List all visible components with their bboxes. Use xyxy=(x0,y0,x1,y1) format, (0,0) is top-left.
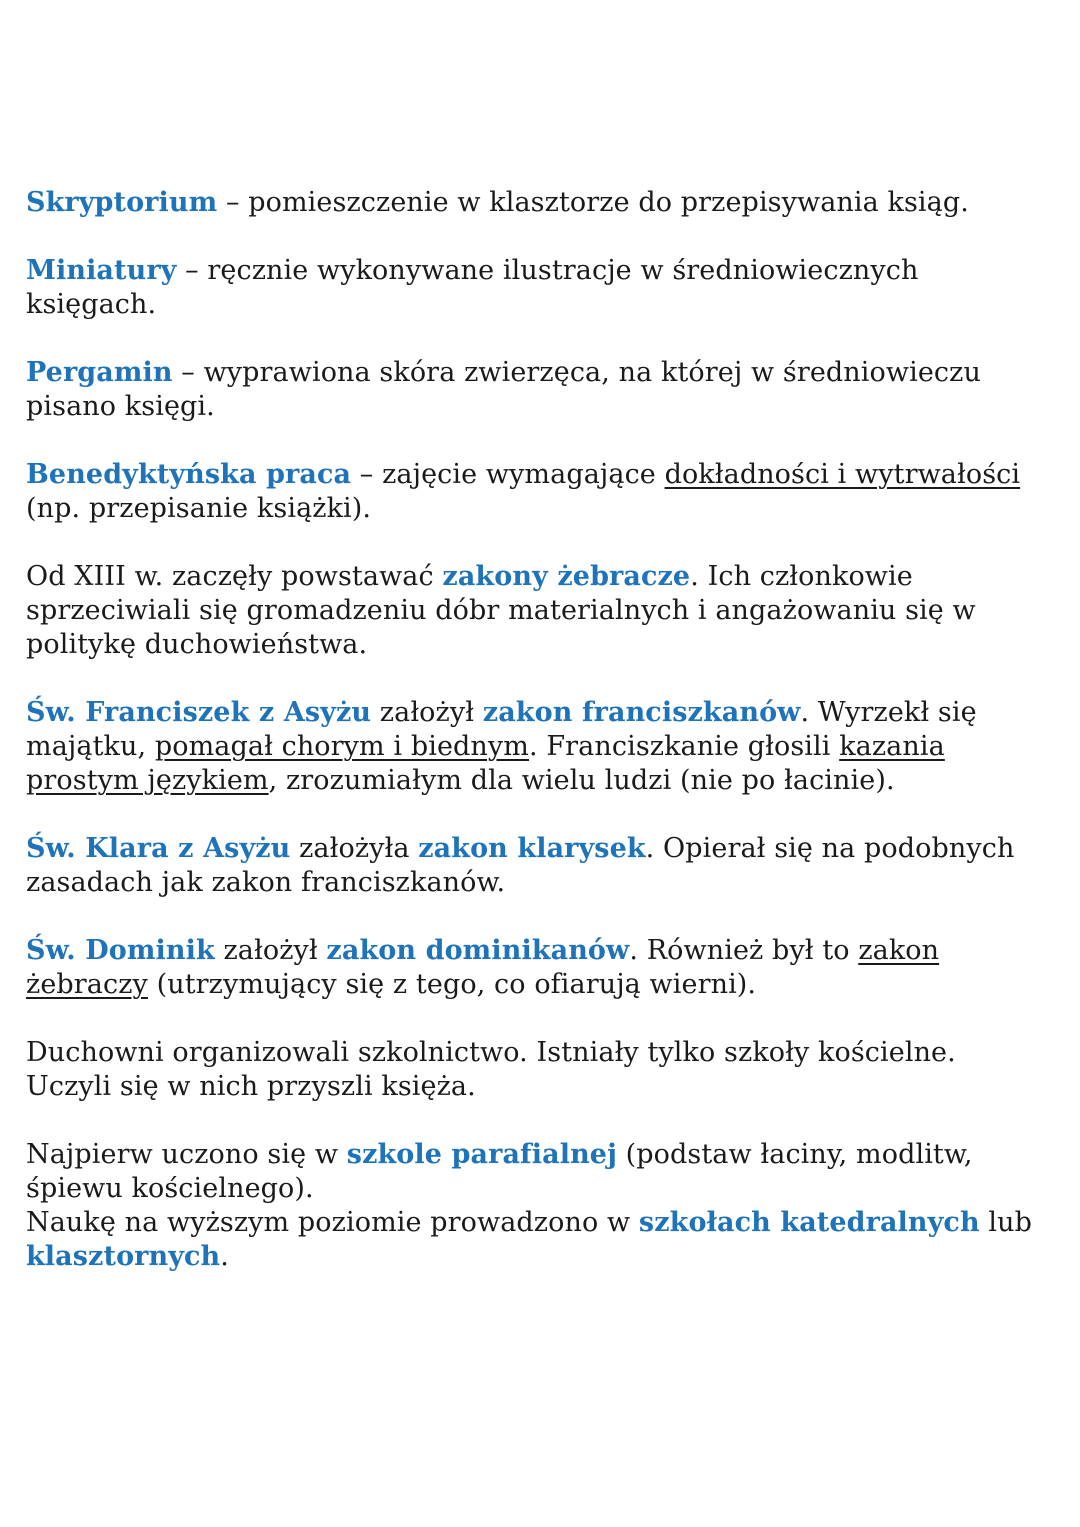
text: Najpierw uczono się w xyxy=(26,1139,347,1170)
definition-text-cont: pisano księgi. xyxy=(26,391,215,422)
term-szkola-parafialna: szkole parafialnej xyxy=(346,1139,617,1170)
underlined-phrase: prostym językiem xyxy=(26,765,269,796)
text: . Opierał się na podobnych xyxy=(645,833,1015,864)
paragraph-dominik xyxy=(26,934,1056,1002)
text: , zrozumiałym dla wielu ludzi (nie po łacinie). xyxy=(268,765,895,796)
text: (podstaw łaciny, modlitw, xyxy=(616,1139,973,1170)
text: . xyxy=(220,1241,229,1272)
text: . Wyrzekł się xyxy=(800,697,977,728)
order-dominikanow: zakon dominikanów xyxy=(326,935,630,966)
paragraph-pergamin xyxy=(26,356,1056,424)
text: założył xyxy=(371,697,483,728)
text: lub xyxy=(979,1207,1033,1238)
text: założył xyxy=(214,935,327,966)
text: Naukę na wyższym poziomie prowadzono w xyxy=(26,1207,639,1238)
paragraph-klara xyxy=(26,832,1056,900)
term-szkoly-katedralne: szkołach katedralnych xyxy=(638,1207,980,1238)
term-pergamin: Pergamin xyxy=(26,357,173,388)
paragraph-zakony-zebracze xyxy=(26,560,1056,662)
text-line: śpiewu kościelnego). xyxy=(26,1173,314,1204)
text-line: zasadach jak zakon franciszkanów. xyxy=(26,867,506,898)
definition-text-cont: (np. przepisanie książki). xyxy=(26,493,372,524)
text-line: politykę duchowieństwa. xyxy=(26,629,368,660)
definition-text-cont: księgach. xyxy=(26,289,157,320)
definition-text: – pomieszczenie w klasztorze do przepisywania ksiąg. xyxy=(217,187,969,218)
term-benedyktynska-praca: Benedyktyńska praca xyxy=(26,459,352,490)
text: . Franciszkanie głosili xyxy=(528,731,840,762)
term-skryptorium: Skryptorium xyxy=(26,187,218,218)
order-klarysek: zakon klarysek xyxy=(418,833,646,864)
text: Od XIII w. zaczęły powstawać xyxy=(26,561,443,592)
paragraph-benedyktynska xyxy=(26,458,1056,526)
underlined-phrase: pomagał chorym i biednym xyxy=(154,731,529,762)
document-page xyxy=(26,186,1056,1274)
underlined-phrase: zakon xyxy=(858,935,940,966)
saint-dominik: Św. Dominik xyxy=(26,935,215,966)
underlined-phrase: kazania xyxy=(839,731,945,762)
saint-franciszek: Św. Franciszek z Asyżu xyxy=(26,697,372,728)
saint-klara: Św. Klara z Asyżu xyxy=(26,833,291,864)
paragraph-franciszek xyxy=(26,696,1056,798)
term-zakony-zebracze: zakony żebracze xyxy=(442,561,691,592)
text: (utrzymujący się z tego, co ofiarują wierni). xyxy=(147,969,757,1000)
definition-text: – wyprawiona skóra zwierzęca, na której w średniowieczu xyxy=(172,357,981,388)
paragraph-szkoly xyxy=(26,1138,1056,1274)
paragraph-skryptorium xyxy=(26,186,1056,220)
definition-text: – zajęcie wymagające xyxy=(351,459,665,490)
underlined-phrase: żebraczy xyxy=(26,969,148,1000)
paragraph-miniatury xyxy=(26,254,1056,322)
term-szkoly-klasztorne: klasztornych xyxy=(26,1241,221,1272)
text: założyła xyxy=(290,833,419,864)
text-line: Uczyli się w nich przyszli księża. xyxy=(26,1071,476,1102)
underlined-phrase: dokładności i wytrwałości xyxy=(664,459,1021,490)
text: . Ich członkowie xyxy=(690,561,913,592)
text-line: Duchowni organizowali szkolnictwo. Istniały tylko szkoły kościelne. xyxy=(26,1037,956,1068)
text-line: sprzeciwiali się gromadzeniu dóbr materialnych i angażowaniu się w xyxy=(26,595,976,626)
definition-text: – ręcznie wykonywane ilustracje w średniowiecznych xyxy=(176,255,919,286)
paragraph-szkolnictwo xyxy=(26,1036,1056,1104)
text: majątku, xyxy=(26,731,155,762)
term-miniatury: Miniatury xyxy=(26,255,177,286)
order-franciszkanow: zakon franciszkanów xyxy=(482,697,801,728)
text: . Również był to xyxy=(629,935,859,966)
